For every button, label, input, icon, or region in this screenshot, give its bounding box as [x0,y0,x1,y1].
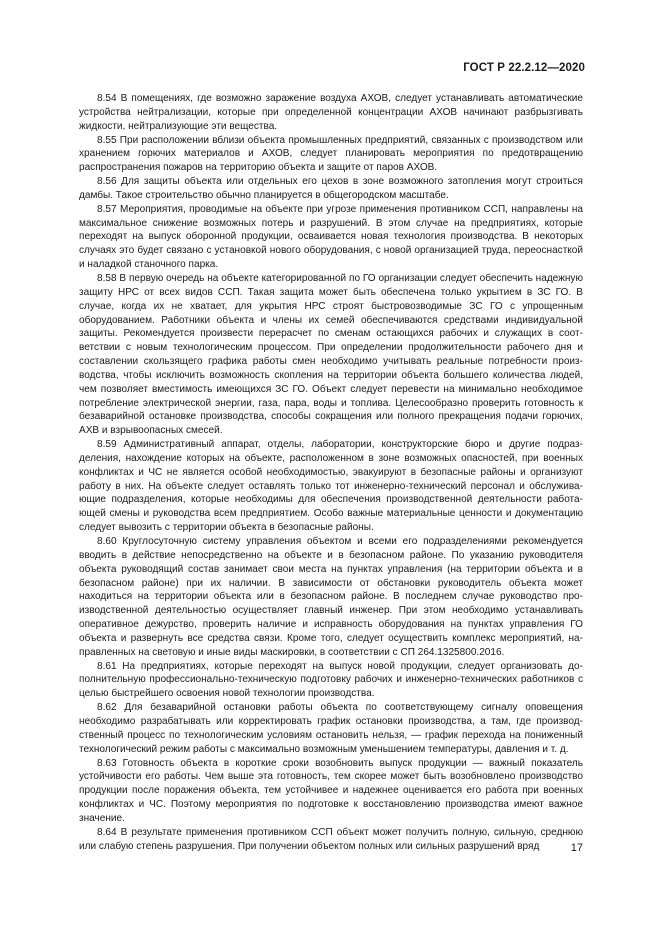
paragraph-8-57: 8.57 Мероприятия, проводимые на объекте при угрозе применения противником ССП, направлены на максимальное снижение возможных потерь и разрушений. В этом случае на предприятиях, которые переходят на выпуск оборонной продукции, осваивается новая технология производства. В некоторых случаях это будет связано с установкой нового оборудования, с новой организацией труда, переоснасткой и наладкой станочного парка. [79,203,583,271]
paragraph-8-64: 8.64 В результате применения противником ССП объект может получить полную, сильную, среднюю или слабую степень разрушения. При получении объектом полных или сильных разрушений вряд [79,826,583,852]
document-body [79,92,583,853]
paragraph-8-58: 8.58 В первую очередь на объекте категорированной по ГО организации следует обеспечить надежную защиту НРС от всех видов ССП. Такая защита может быть обеспечена только укрытием в ЗС ГО. В случае, когда их не хватает, для укрытия НРС строят быстровозводимые ЗС ГО с упрощенным оборудованием. Работники объекта и члены их семей обеспечиваются средствами индивидуальной защиты. Рекомендуется произвести перерасчет по сменам остающихся рабочих и служащих в соответствии с новым технологическим процессом. При определении продолжительности рабочего дня и составлении скользящего графика работы смен необходимо учитывать реальные потребности производства, чтобы исключить возможность скопления на территории объекта большего количества людей, чем позволяет вместимость имеющихся ЗС ГО. Объект следует перевести на минимально необходимое потребление электрической энергии, газа, пара, воды и топлива. Целесообразно проверить готовность к безаварийной остановке производства, способы сокращения или полного прекращения подачи горючих, АХВ и взрывоопасных смесей. [79,272,583,437]
paragraph-8-54: 8.54 В помещениях, где возможно заражение воздуха АХОВ, следует устанавливать автоматические устройства нейтрализации, которые при определенной концентрации АХОВ начинают разбрызгивать жидкости, нейтрализующие эти вещества. [79,93,583,132]
paragraph-8-61: 8.61 На предприятиях, которые переходят на выпуск новой продукции, следует организовать дополнительную профессионально-техническую подготовку рабочих и инженерно-технических работников с целью быстрейшего освоения новой технологии производства. [79,660,583,700]
paragraph-8-63: 8.63 Готовность объекта в короткие сроки возобновить выпуск продукции — важный показатель устойчивости его работы. Чем выше эта готовность, тем скорее может быть возобновлено производство продукции после поражения объекта, тем устойчивее и надежнее оценивается его работа при военных конфликтах и ЧС. Поэтому мероприятия по подготовке к восстановлению производства имеют важное значение. [79,757,583,824]
paragraph-8-56: 8.56 Для защиты объекта или отдельных его цехов в зоне возможного затопления могут строиться дамбы. Такое строительство обычно планируется в общегородском масштабе. [79,176,583,201]
paragraph-8-59: 8.59 Административный аппарат, отделы, лаборатории, конструкторские бюро и другие подразделения, нахождение которых на объекте, расположенном в зоне возможных опасностей, при военных конфликтах и ЧС не является особой необходимостью, эвакуируют в безопасные районы и организуют работу в них. На объекте следует оставлять только тот инженерно-технический персонал и обслуживающие подразделения, которые необходимы для обеспечения производственной деятельности работающей смены и руководства всем предприятием. Особо важные материальные ценности и документацию следует вывозить с территории объекта в безопасные районы. [79,439,583,534]
page-number: 17 [570,842,583,854]
paragraph-8-60: 8.60 Круглосуточную систему управления объектом и всеми его подразделениями рекомендуется вводить в действие непосредственно на объекте и в безопасном районе. По указанию руководителя объекта руководящий состав занимает свои места на пунктах управления (на территории объекта и в безопасном районе) при их наличии. В зависимости от обстановки руководитель объекта может находиться на территории объекта или в безопасном районе. В последнем случае руководство производственной деятельностью осуществляет главный инженер. При этом необходимо устанавливать оперативное дежурство, проверить наличие и исправность оборудования на пунктах управления ГО объекта и развернуть все средства связи. Кроме того, следует осуществить комплекс мероприятий, направленных на световую и иные виды маскировки, в соответствии с СП 264.1325800.2016. [79,536,583,658]
document-code-header: ГОСТ Р 22.2.12—2020 [463,62,585,74]
paragraph-8-62: 8.62 Для безаварийной остановки работы объекта по соответствующему сигналу оповещения необходимо разрабатывать или корректировать график остановки производства, а там, где производственный процесс по технологическим условиям остановить нельзя, — график перехода на пониженный технологический режим работы с максимально возможным уменьшением температуры, давления и т. д. [79,702,583,755]
paragraph-8-55: 8.55 При расположении вблизи объекта промышленных предприятий, связанных с производством или хранением горючих материалов и АХОВ, следует планировать мероприятия по предотвращению распространения пожаров на территорию объекта и защите от паров АХОВ. [79,134,583,174]
